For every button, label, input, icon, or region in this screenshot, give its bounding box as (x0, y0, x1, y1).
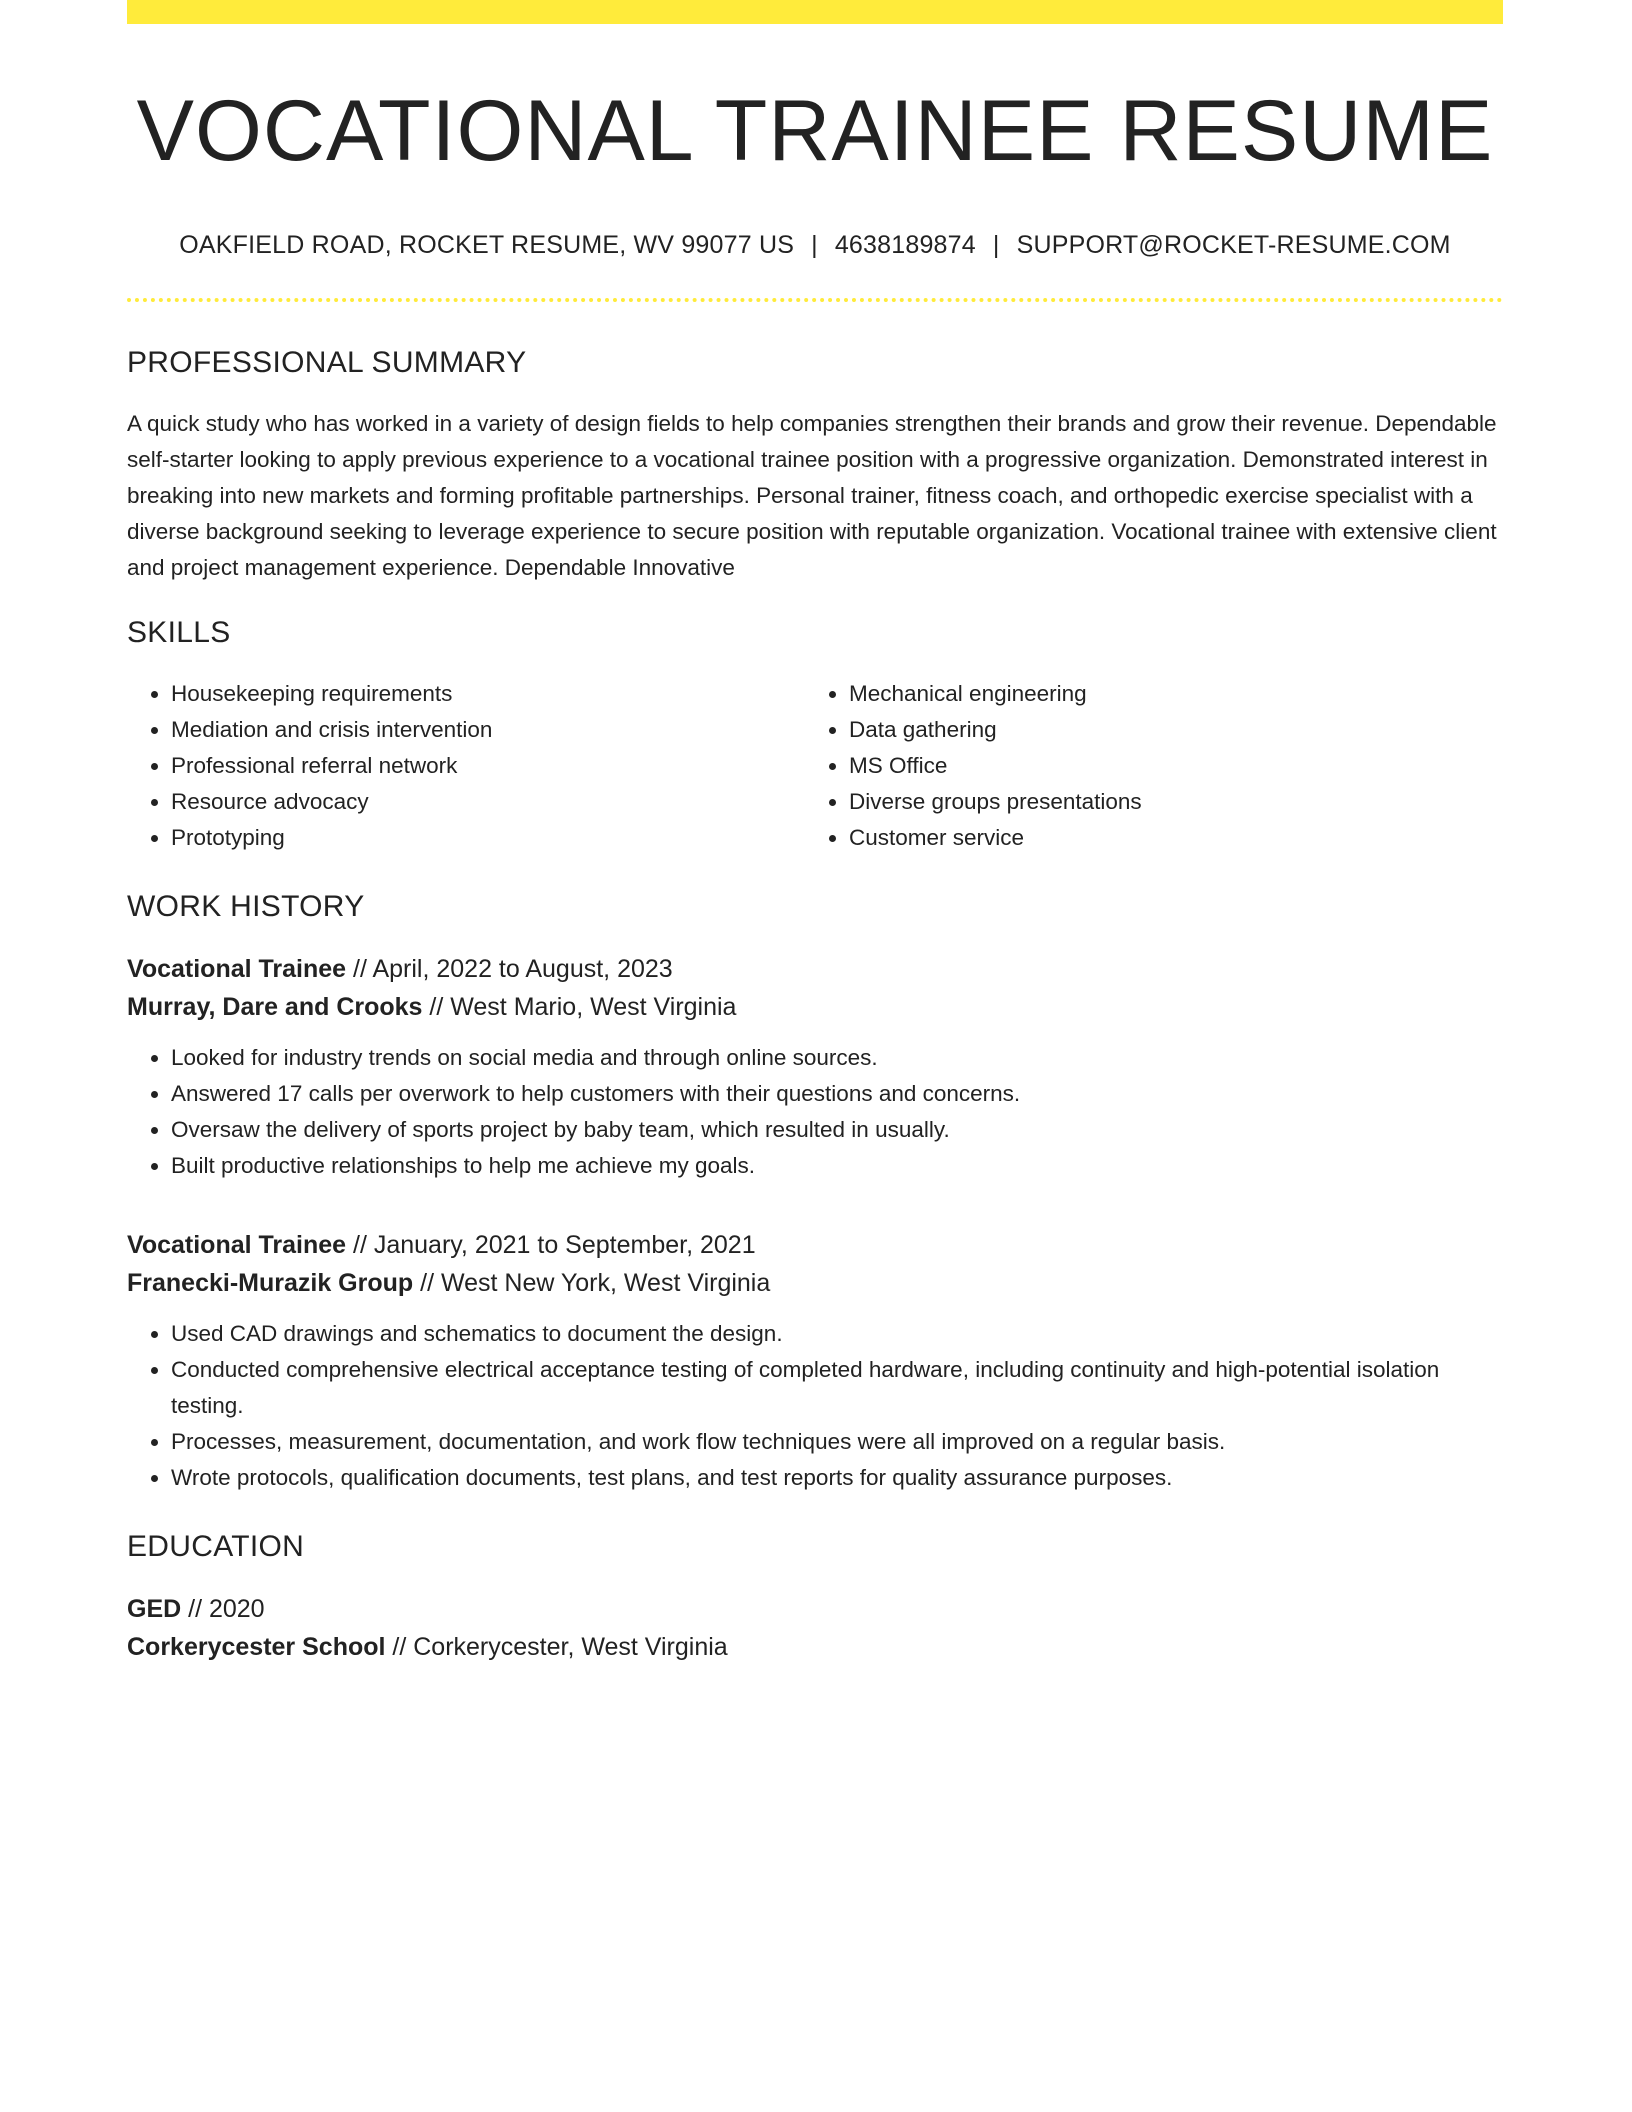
skill-item: • Data gathering (849, 712, 1483, 748)
job-bullets (127, 1316, 1503, 1496)
skill-item: • Mediation and crisis intervention (171, 712, 805, 748)
skills-right-column (805, 676, 1483, 856)
contact-phone: 4638189874 (834, 230, 976, 259)
summary-text: A quick study who has worked in a variety of design fields to help companies strengthen their brands and grow their revenue. Dependable self-starter looking to apply previous experience to a vocational trainee position with a progressive organization. Demonstrated interest in breaking into new markets and forming profitable partnerships. Personal trainer, fitness coach, and orthopedic exercise specialist with a diverse background seeking to leverage experience to secure position with reputable organization. Vocational trainee with extensive client and project management experience. Dependable Innovative (127, 410, 1497, 580)
job-company: Murray, Dare and Crooks (127, 992, 423, 1021)
job-dates: // January, 2021 to September, 2021 (346, 1230, 756, 1259)
skills-heading: SKILLS (127, 615, 231, 649)
work-history-heading: WORK HISTORY (127, 889, 365, 923)
resume-title: VOCATIONAL TRAINEE RESUME (136, 83, 1494, 179)
skill-item: • Customer service (849, 820, 1483, 856)
job-bullet: • Answered 17 calls per overwork to help customers with their questions and concerns. (171, 1076, 1503, 1112)
skill-item: • Diverse groups presentations (849, 784, 1483, 820)
education-degree: GED (127, 1594, 182, 1623)
job-location: // West New York, West Virginia (413, 1268, 771, 1297)
skills-grid (127, 676, 1503, 856)
job-entry (127, 950, 1503, 1184)
top-accent-bar (127, 0, 1503, 24)
job-role-line (127, 1226, 1503, 1264)
education-school: Corkerycester School (127, 1632, 386, 1661)
dotted-divider (127, 298, 1503, 302)
job-dates: // April, 2022 to August, 2023 (346, 954, 673, 983)
education-year: // 2020 (181, 1594, 265, 1623)
skill-item: • Mechanical engineering (849, 676, 1483, 712)
job-role-line (127, 950, 1503, 988)
job-bullet: • Conducted comprehensive electrical acceptance testing of completed hardware, including continuity and high-potential isolation testing. (171, 1352, 1503, 1424)
skill-item: • Resource advocacy (171, 784, 805, 820)
education-heading: EDUCATION (127, 1529, 305, 1563)
skill-item: • Prototyping (171, 820, 805, 856)
skills-left-column (127, 676, 805, 856)
skill-item: • Housekeeping requirements (171, 676, 805, 712)
contact-separator: | (811, 230, 818, 259)
skill-item: • Professional referral network (171, 748, 805, 784)
contact-address: OAKFIELD ROAD, ROCKET RESUME, WV 99077 US (179, 230, 795, 259)
job-bullet: • Used CAD drawings and schematics to document the design. (171, 1316, 1503, 1352)
job-bullet: • Looked for industry trends on social media and through online sources. (171, 1040, 1503, 1076)
education-school-line (127, 1628, 1503, 1666)
skill-item: • MS Office (849, 748, 1483, 784)
job-company: Franecki-Murazik Group (127, 1268, 414, 1297)
job-company-line (127, 1264, 1503, 1302)
job-company-line (127, 988, 1503, 1026)
job-role: Vocational Trainee (127, 1230, 347, 1259)
job-bullet: • Oversaw the delivery of sports project by baby team, which resulted in usually. (171, 1112, 1503, 1148)
job-bullet: • Wrote protocols, qualification documents, test plans, and test reports for quality assurance purposes. (171, 1460, 1503, 1496)
job-role: Vocational Trainee (127, 954, 347, 983)
job-location: // West Mario, West Virginia (422, 992, 737, 1021)
job-bullet: • Built productive relationships to help me achieve my goals. (171, 1148, 1503, 1184)
education-degree-line (127, 1590, 1503, 1628)
resume-page (127, 0, 1503, 1666)
contact-email: SUPPORT@ROCKET-RESUME.COM (1016, 230, 1451, 259)
education-location: // Corkerycester, West Virginia (385, 1632, 728, 1661)
job-bullets (127, 1040, 1503, 1184)
summary-heading: PROFESSIONAL SUMMARY (127, 345, 527, 379)
contact-separator: | (992, 230, 1000, 259)
job-bullet: • Processes, measurement, documentation, and work flow techniques were all improved on a regular basis. (171, 1424, 1503, 1460)
contact-line (127, 231, 1503, 260)
job-entry (127, 1226, 1503, 1496)
